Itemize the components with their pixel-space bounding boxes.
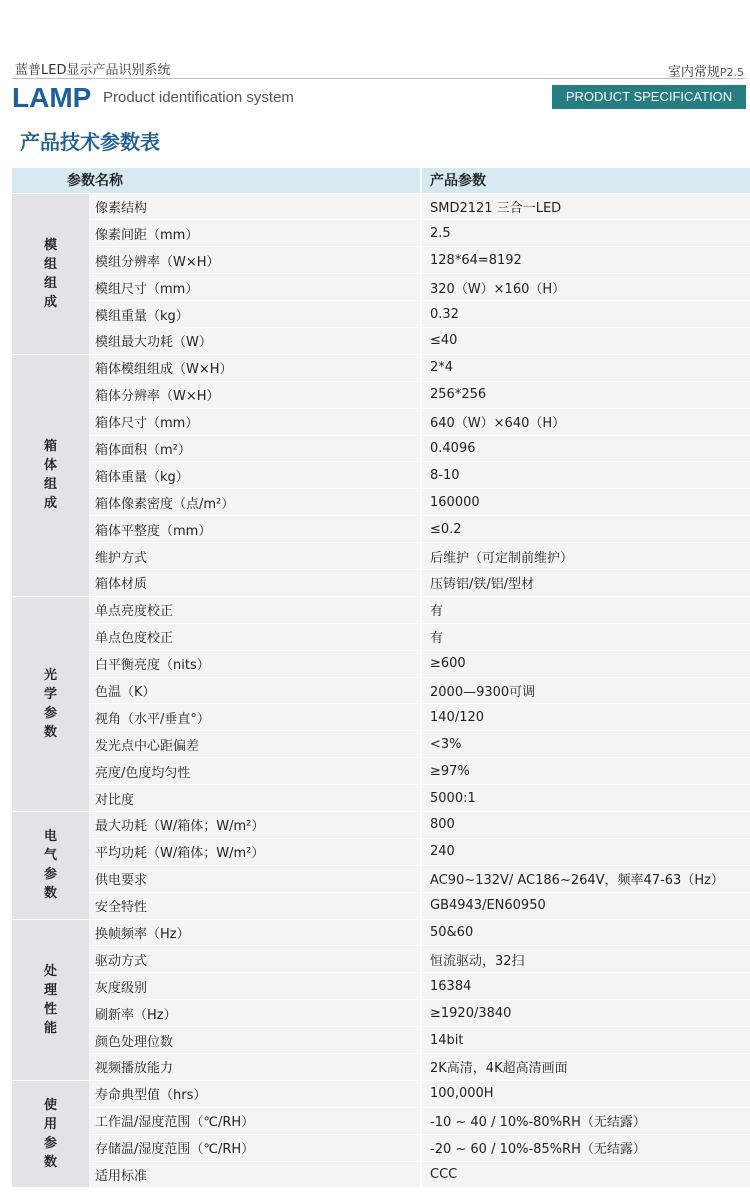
table-row xyxy=(12,677,750,704)
parameter-name: 视角（水平/垂直°） xyxy=(89,704,421,731)
parameter-name: 箱体尺寸（mm） xyxy=(89,408,421,435)
parameter-value: 2000—9300可调 xyxy=(421,677,750,704)
parameter-name: 箱体面积（m²） xyxy=(89,435,421,462)
parameter-name: 模组分辨率（W×H） xyxy=(89,247,421,274)
category-label: 箱体组成 xyxy=(43,439,57,512)
category-cell xyxy=(12,596,89,811)
parameter-value: ≥1920/3840 xyxy=(421,1000,750,1027)
table-row xyxy=(12,193,750,220)
model-code: P2.5 xyxy=(719,66,744,79)
parameter-value: 14bit xyxy=(421,1027,750,1054)
parameter-value: 有 xyxy=(421,596,750,623)
parameter-value: CCC xyxy=(421,1161,750,1188)
parameter-value: 压铸铝/铁/铝/型材 xyxy=(421,569,750,596)
table-row xyxy=(12,892,750,919)
parameter-name: 平均功耗（W/箱体；W/m²） xyxy=(89,838,421,865)
parameter-name: 维护方式 xyxy=(89,543,421,570)
table-row xyxy=(12,650,750,677)
table-row xyxy=(12,274,750,301)
category-cell xyxy=(12,354,89,596)
parameter-name: 刷新率（Hz） xyxy=(89,1000,421,1027)
table-row xyxy=(12,623,750,650)
parameter-name: 亮度/色度均匀性 xyxy=(89,758,421,785)
parameter-value: 16384 xyxy=(421,973,750,1000)
category-label: 模组组成 xyxy=(43,237,57,310)
parameter-name: 像素结构 xyxy=(89,193,421,220)
system-name: 蓝普LED显示产品识别系统 xyxy=(15,63,171,78)
logo-subtitle: Product identification system xyxy=(103,89,294,106)
product-specification-badge: PRODUCT SPECIFICATION xyxy=(552,85,746,109)
parameter-value: 恒流驱动，32扫 xyxy=(421,946,750,973)
parameter-name: 色温（K） xyxy=(89,677,421,704)
table-row xyxy=(12,973,750,1000)
parameter-value: 2*4 xyxy=(421,354,750,381)
parameter-value: 800 xyxy=(421,811,750,838)
table-row xyxy=(12,247,750,274)
table-row xyxy=(12,811,750,838)
parameter-value: ≥600 xyxy=(421,650,750,677)
parameter-name: 箱体分辨率（W×H） xyxy=(89,381,421,408)
table-row xyxy=(12,301,750,328)
category-cell xyxy=(12,193,89,354)
parameter-value: 有 xyxy=(421,623,750,650)
table-row xyxy=(12,327,750,354)
column-header-value: 产品参数 xyxy=(421,168,750,193)
category-cell xyxy=(12,919,89,1080)
category-label: 光学参数 xyxy=(43,667,57,740)
table-row xyxy=(12,516,750,543)
parameter-value: GB4943/EN60950 xyxy=(421,892,750,919)
parameter-value: 0.32 xyxy=(421,301,750,328)
table-row xyxy=(12,1134,750,1161)
parameter-name: 箱体平整度（mm） xyxy=(89,516,421,543)
parameter-name: 箱体材质 xyxy=(89,569,421,596)
parameter-value: <3% xyxy=(421,731,750,758)
spec-table-body xyxy=(12,193,750,1188)
table-row xyxy=(12,1080,750,1107)
parameter-name: 适用标准 xyxy=(89,1161,421,1188)
parameter-value: -20 ~ 60 / 10%-85%RH（无结露） xyxy=(421,1134,750,1161)
parameter-name: 模组重量（kg） xyxy=(89,301,421,328)
table-row xyxy=(12,569,750,596)
parameter-name: 安全特性 xyxy=(89,892,421,919)
page-title: 产品技术参数表 xyxy=(20,130,160,154)
table-row xyxy=(12,381,750,408)
model-tag xyxy=(668,61,744,80)
parameter-value: -10 ~ 40 / 10%-80%RH（无结露） xyxy=(421,1107,750,1134)
parameter-name: 对比度 xyxy=(89,785,421,812)
parameter-name: 灰度级别 xyxy=(89,973,421,1000)
parameter-value: 256*256 xyxy=(421,381,750,408)
table-row xyxy=(12,1054,750,1081)
parameter-name: 发光点中心距偏差 xyxy=(89,731,421,758)
table-row xyxy=(12,462,750,489)
parameter-name: 换帧频率（Hz） xyxy=(89,919,421,946)
parameter-value: 50&60 xyxy=(421,919,750,946)
parameter-value: 320（W）×160（H） xyxy=(421,274,750,301)
parameter-value: SMD2121 三合一LED xyxy=(421,193,750,220)
parameter-value: ≤0.2 xyxy=(421,516,750,543)
parameter-value: AC90~132V/ AC186~264V，频率47-63（Hz） xyxy=(421,865,750,892)
table-row xyxy=(12,354,750,381)
parameter-name: 白平衡亮度（nits） xyxy=(89,650,421,677)
parameter-name: 视频播放能力 xyxy=(89,1054,421,1081)
parameter-name: 寿命典型值（hrs） xyxy=(89,1080,421,1107)
parameter-value: 8-10 xyxy=(421,462,750,489)
table-row xyxy=(12,1107,750,1134)
parameter-value: 100,000H xyxy=(421,1080,750,1107)
parameter-name: 颜色处理位数 xyxy=(89,1027,421,1054)
parameter-name: 单点色度校正 xyxy=(89,623,421,650)
table-row xyxy=(12,1161,750,1188)
parameter-name: 箱体模组组成（W×H） xyxy=(89,354,421,381)
parameter-value: 2K高清，4K超高清画面 xyxy=(421,1054,750,1081)
parameter-value: 640（W）×640（H） xyxy=(421,408,750,435)
table-row xyxy=(12,543,750,570)
parameter-value: 128*64=8192 xyxy=(421,247,750,274)
table-row xyxy=(12,408,750,435)
parameter-name: 箱体重量（kg） xyxy=(89,462,421,489)
parameter-value: 160000 xyxy=(421,489,750,516)
table-row xyxy=(12,758,750,785)
parameter-name: 工作温/湿度范围（℃/RH） xyxy=(89,1107,421,1134)
parameter-value: 2.5 xyxy=(421,220,750,247)
parameter-name: 模组最大功耗（W） xyxy=(89,327,421,354)
table-row xyxy=(12,489,750,516)
parameter-value: 140/120 xyxy=(421,704,750,731)
table-row xyxy=(12,596,750,623)
table-row xyxy=(12,220,750,247)
parameter-name: 模组尺寸（mm） xyxy=(89,274,421,301)
table-row xyxy=(12,731,750,758)
category-cell xyxy=(12,811,89,919)
category-label: 电气参数 xyxy=(43,829,57,902)
parameter-value: ≤40 xyxy=(421,327,750,354)
category-cell xyxy=(12,1080,89,1188)
top-header-bar xyxy=(12,58,746,79)
table-header-row xyxy=(12,168,750,193)
table-row xyxy=(12,1027,750,1054)
category-label: 处理性能 xyxy=(43,963,57,1036)
lamp-logo: LAMP xyxy=(12,82,92,113)
table-row xyxy=(12,838,750,865)
spec-table xyxy=(12,168,750,1188)
parameter-value: ≥97% xyxy=(421,758,750,785)
parameter-name: 最大功耗（W/箱体；W/m²） xyxy=(89,811,421,838)
table-row xyxy=(12,946,750,973)
table-row xyxy=(12,704,750,731)
table-row xyxy=(12,865,750,892)
category-label: 使用参数 xyxy=(43,1098,57,1171)
table-row xyxy=(12,919,750,946)
parameter-value: 240 xyxy=(421,838,750,865)
parameter-value: 5000:1 xyxy=(421,785,750,812)
parameter-name: 像素间距（mm） xyxy=(89,220,421,247)
parameter-name: 箱体像素密度（点/m²） xyxy=(89,489,421,516)
column-header-name: 参数名称 xyxy=(12,168,421,193)
table-row xyxy=(12,1000,750,1027)
parameter-value: 0.4096 xyxy=(421,435,750,462)
table-row xyxy=(12,435,750,462)
table-row xyxy=(12,785,750,812)
parameter-value: 后维护（可定制前维护） xyxy=(421,543,750,570)
model-prefix: 室内常规 xyxy=(667,65,720,80)
parameter-name: 存储温/湿度范围（℃/RH） xyxy=(89,1134,421,1161)
parameter-name: 驱动方式 xyxy=(89,946,421,973)
parameter-name: 供电要求 xyxy=(89,865,421,892)
parameter-name: 单点亮度校正 xyxy=(89,596,421,623)
